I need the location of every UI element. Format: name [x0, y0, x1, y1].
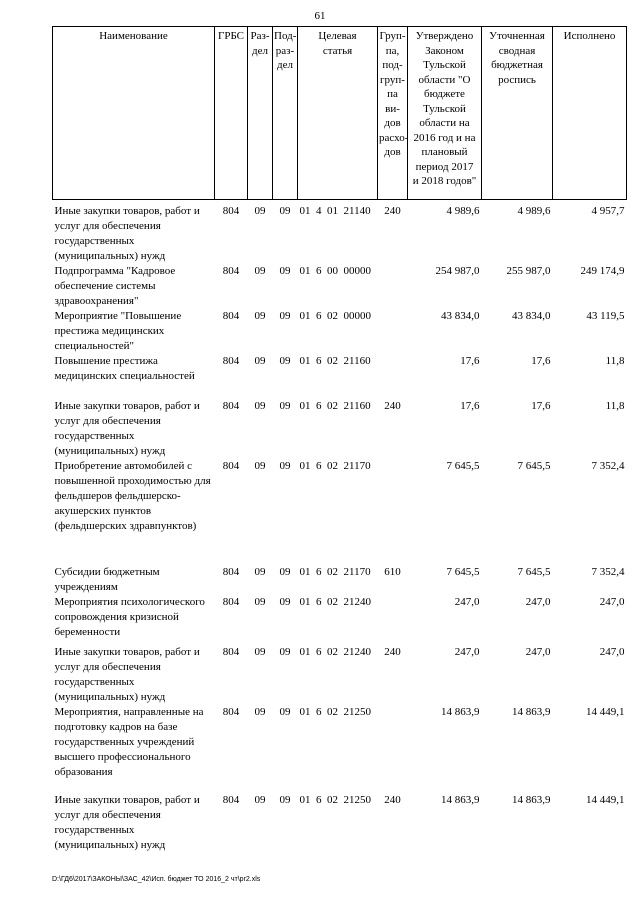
row-grbs: 804 [222, 310, 240, 322]
row-approved: 247,0 [454, 596, 480, 608]
row-approved: 247,0 [454, 646, 480, 658]
row-executed: 11,8 [605, 400, 625, 412]
row-revised: 255 987,0 [506, 265, 551, 277]
row-razdel: 09 [254, 310, 266, 322]
row-approved: 254 987,0 [435, 265, 480, 277]
header-grbs: ГРБС [215, 27, 248, 200]
row-revised: 7 645,5 [517, 460, 551, 472]
table-row [53, 645, 627, 705]
header-approved: Утверждено Законом Тульской области "О бюджете Тульской области на 2016 год и на плановый период 2017 и 2018 годов" [408, 27, 482, 200]
table-row [53, 354, 627, 399]
row-approved: 17,6 [460, 355, 480, 367]
row-target-article: 01 6 02 21170 [299, 460, 371, 472]
row-executed: 7 352,4 [591, 566, 625, 578]
row-revised: 4 989,6 [517, 205, 551, 217]
row-expense-type: 240 [384, 205, 401, 217]
row-expense-type [378, 705, 408, 793]
row-podrazdel: 09 [279, 265, 291, 277]
row-grbs: 804 [222, 596, 240, 608]
row-name: Иные закупки товаров, работ и услуг для обеспечения государственных (муниципальных) нужд [54, 400, 200, 457]
row-executed: 7 352,4 [591, 460, 625, 472]
row-razdel: 09 [254, 706, 266, 718]
row-executed: 247,0 [599, 646, 625, 658]
row-razdel: 09 [254, 460, 266, 472]
row-name: Приобретение автомобилей с повышенной проходимостью для фельдшеров фельдшерско-акушерских пунктов (фельдшерских здравпунктов) [54, 460, 211, 532]
row-name: Мероприятия психологического сопровождения кризисной беременности [54, 596, 205, 638]
header-target-article: Целевая статья [298, 27, 378, 200]
row-approved: 7 645,5 [446, 460, 480, 472]
row-razdel: 09 [254, 596, 266, 608]
row-expense-type [378, 354, 408, 399]
row-expense-type [378, 264, 408, 309]
row-razdel: 09 [254, 355, 266, 367]
row-razdel: 09 [254, 566, 266, 578]
table-row [53, 595, 627, 645]
header-executed: Исполнено [553, 27, 627, 200]
header-name: Наименование [53, 27, 215, 200]
row-expense-type: 240 [384, 646, 401, 658]
row-target-article: 01 6 00 00000 [299, 265, 371, 277]
row-grbs: 804 [222, 794, 240, 806]
row-expense-type [378, 309, 408, 354]
row-podrazdel: 09 [279, 310, 291, 322]
row-expense-type [378, 459, 408, 565]
row-approved: 17,6 [460, 400, 480, 412]
row-expense-type [378, 595, 408, 645]
row-expense-type: 610 [384, 566, 401, 578]
row-podrazdel: 09 [279, 400, 291, 412]
table-row [53, 793, 627, 853]
row-revised: 7 645,5 [517, 566, 551, 578]
table-header-row [53, 27, 627, 200]
file-path-footer: D:\ГД6\2017\ЗАКОНЫ\ЗАС_42\Исп. бюджет ТО 2016_2 чт\pr2.xls [52, 876, 261, 883]
row-podrazdel: 09 [279, 794, 291, 806]
row-razdel: 09 [254, 794, 266, 806]
row-grbs: 804 [222, 205, 240, 217]
table-row [53, 200, 627, 265]
table-row [53, 264, 627, 309]
row-grbs: 804 [222, 706, 240, 718]
row-approved: 14 863,9 [441, 794, 480, 806]
row-razdel: 09 [254, 265, 266, 277]
row-executed: 43 119,5 [586, 310, 625, 322]
header-expense-type: Груп- па, под- груп- па ви- дов расхо- дов [378, 27, 408, 200]
row-executed: 14 449,1 [586, 706, 625, 718]
row-revised: 247,0 [525, 646, 551, 658]
row-name: Иные закупки товаров, работ и услуг для обеспечения государственных (муниципальных) нужд [54, 205, 200, 262]
row-executed: 14 449,1 [586, 794, 625, 806]
row-target-article: 01 6 02 21240 [299, 646, 371, 658]
table-row [53, 399, 627, 459]
page-number: 61 [314, 10, 326, 22]
row-podrazdel: 09 [279, 460, 291, 472]
row-revised: 14 863,9 [512, 794, 551, 806]
table-row [53, 705, 627, 793]
row-podrazdel: 09 [279, 706, 291, 718]
row-name: Иные закупки товаров, работ и услуг для обеспечения государственных (муниципальных) нужд [54, 646, 200, 703]
header-podrazdel: Под- раз- дел [273, 27, 298, 200]
row-grbs: 804 [222, 566, 240, 578]
row-target-article: 01 6 02 00000 [299, 310, 371, 322]
row-name: Повышение престижа медицинских специальностей [54, 355, 195, 382]
row-target-article: 01 6 02 21250 [299, 794, 371, 806]
row-revised: 14 863,9 [512, 706, 551, 718]
row-grbs: 804 [222, 400, 240, 412]
row-target-article: 01 4 01 21140 [299, 205, 371, 217]
row-executed: 247,0 [599, 596, 625, 608]
row-approved: 43 834,0 [441, 310, 480, 322]
row-revised: 247,0 [525, 596, 551, 608]
row-approved: 4 989,6 [446, 205, 480, 217]
row-razdel: 09 [254, 646, 266, 658]
row-target-article: 01 6 02 21170 [299, 566, 371, 578]
row-target-article: 01 6 02 21250 [299, 706, 371, 718]
row-revised: 17,6 [531, 400, 551, 412]
row-name: Подпрограмма "Кадровое обеспечение системы здравоохранения" [54, 265, 176, 307]
row-approved: 7 645,5 [446, 566, 480, 578]
row-expense-type: 240 [384, 400, 401, 412]
table-row [53, 309, 627, 354]
row-name: Субсидии бюджетным учреждениям [54, 566, 160, 593]
row-grbs: 804 [222, 460, 240, 472]
row-grbs: 804 [222, 646, 240, 658]
row-name: Иные закупки товаров, работ и услуг для обеспечения государственных (муниципальных) нужд [54, 794, 200, 851]
row-expense-type: 240 [384, 794, 401, 806]
budget-table [52, 26, 627, 853]
row-podrazdel: 09 [279, 355, 291, 367]
row-grbs: 804 [222, 265, 240, 277]
row-executed: 249 174,9 [580, 265, 625, 277]
row-name: Мероприятия, направленные на подготовку кадров на базе государственных учреждений высшего профессионального образования [54, 706, 204, 778]
row-grbs: 804 [222, 355, 240, 367]
row-name: Мероприятие "Повышение престижа медицинских специальностей" [54, 310, 182, 352]
row-podrazdel: 09 [279, 646, 291, 658]
row-approved: 14 863,9 [441, 706, 480, 718]
row-podrazdel: 09 [279, 596, 291, 608]
row-target-article: 01 6 02 21160 [299, 400, 371, 412]
row-target-article: 01 6 02 21160 [299, 355, 371, 367]
row-podrazdel: 09 [279, 205, 291, 217]
row-razdel: 09 [254, 400, 266, 412]
row-executed: 11,8 [605, 355, 625, 367]
row-executed: 4 957,7 [591, 205, 625, 217]
header-revised: Уточненная сводная бюджетная роспись [482, 27, 553, 200]
row-revised: 17,6 [531, 355, 551, 367]
header-razdel: Раз- дел [248, 27, 273, 200]
row-razdel: 09 [254, 205, 266, 217]
row-target-article: 01 6 02 21240 [299, 596, 371, 608]
table-row [53, 565, 627, 595]
row-revised: 43 834,0 [512, 310, 551, 322]
row-podrazdel: 09 [279, 566, 291, 578]
table-row [53, 459, 627, 565]
